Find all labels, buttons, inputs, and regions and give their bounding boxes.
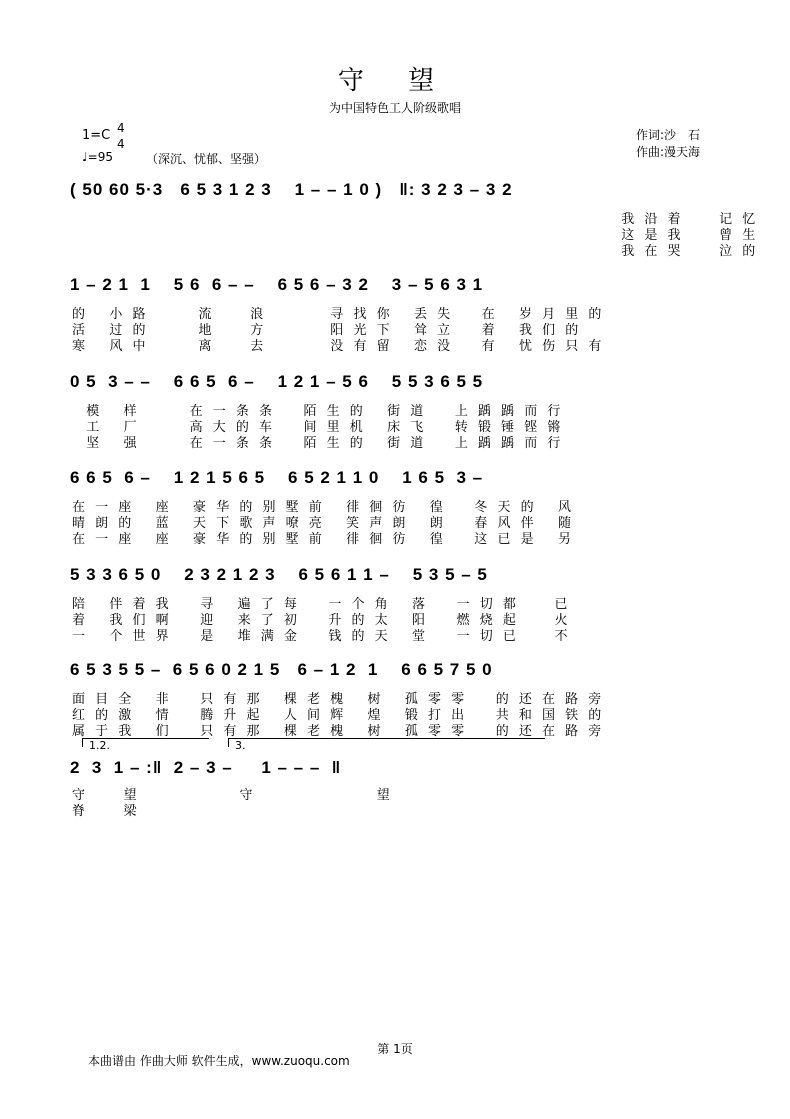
page-number: 第 1页 bbox=[377, 1042, 413, 1056]
score-system-4 bbox=[0, 468, 790, 548]
score-system-3 bbox=[0, 372, 790, 452]
lyric-verse-1: 的 小 路 流 浪 寻 找 你 丢 失 在 岁 月 里 的 bbox=[72, 307, 605, 322]
notation-line: 2 3 1 – :‖ 2 – 3 – 1 – – – ‖ bbox=[70, 758, 342, 777]
lyric-verse-2: 红 的 激 情 腾 升 起 人 间 辉 煌 锻 打 出 共 和 国 铁 的 bbox=[72, 708, 605, 723]
lyric-verse-3: 寒 风 中 离 去 没 有 留 恋 没 有 忧 伤 只 有 bbox=[72, 339, 605, 354]
notation-line: 6 6 5 6 – 1 2 1 5 6 5 6 5 2 1 1 0 1 6 5 3 – bbox=[70, 468, 484, 487]
notation-line: 0 5 3 – – 6 6 5 6 – 1 2 1 – 5 6 5 5 3 6 5 5 bbox=[70, 372, 484, 391]
notation-line: 6 5 3 5 5 – 6 5 6 0 2 1 5 6 – 1 2 1 6 6 5 7 5 0 bbox=[70, 660, 493, 679]
score-system-1 bbox=[0, 180, 790, 260]
notation-line: ( 50 60 5·3 6 5 3 1 2 3 1 – – 1 0 ) ‖: 3 2 3 – 3 2 bbox=[70, 180, 513, 199]
volta-second-ending: 3. bbox=[228, 738, 545, 747]
score-system-7 bbox=[0, 758, 790, 838]
lyric-verse-2: 这 是 我 曾 生 bbox=[72, 228, 759, 243]
lyric-verse-1: 模 样 在 一 条 条 陌 生 的 街 道 上 踽 踽 而 行 bbox=[72, 404, 564, 419]
subtitle: 为中国特色工人阶级歌唱 bbox=[328, 101, 461, 115]
volta-first-ending: 1.2. bbox=[82, 738, 209, 747]
notation-line: 5 3 3 6 5 0 2 3 2 1 2 3 6 5 6 1 1 – 5 3 5 – 5 bbox=[70, 565, 488, 584]
lyric-verse-1: 面 目 全 非 只 有 那 棵 老 槐 树 孤 零 零 的 还 在 路 旁 bbox=[72, 692, 605, 707]
lyric-verse-1: 守 望 守 望 bbox=[72, 788, 393, 803]
composer: 作曲:漫天海 bbox=[636, 145, 701, 159]
lyric-verse-2: 工 厂 高 大 的 车 间 里 机 床 飞 转 锻 锤 铿 锵 bbox=[72, 420, 564, 435]
lyric-verse-3: 一 个 世 界 是 堆 满 金 钱 的 天 堂 一 切 已 不 bbox=[72, 629, 571, 644]
lyric-verse-3: 属 于 我 们 只 有 那 棵 老 槐 树 孤 零 零 的 还 在 路 旁 bbox=[72, 724, 605, 739]
lyric-verse-2: 活 过 的 地 方 阳 光 下 耸 立 着 我 们 的 bbox=[72, 323, 582, 338]
song-title: 守 望 bbox=[337, 66, 453, 96]
time-numerator: 4 bbox=[117, 121, 125, 135]
key-signature: 1=C bbox=[82, 128, 111, 143]
notation-line: 1 – 2 1 1 5 6 6 – – 6 5 6 – 3 2 3 – 5 6 3 1 bbox=[70, 275, 484, 294]
lyric-verse-2: 晴 朗 的 蓝 天 下 歌 声 嘹 亮 笑 声 朗 朗 春 风 伴 随 bbox=[72, 516, 574, 531]
time-signature bbox=[117, 120, 125, 152]
tempo-marking: ♩=95 bbox=[82, 150, 113, 164]
lyric-verse-3: 在 一 座 座 豪 华 的 别 墅 前 徘 徊 彷 徨 这 已 是 另 bbox=[72, 532, 574, 547]
lyricist: 作词:沙 石 bbox=[636, 128, 701, 142]
lyric-verse-3: 我 在 哭 泣 的 bbox=[72, 244, 759, 259]
time-denominator: 4 bbox=[117, 137, 125, 151]
footer-credit: 本曲谱由 作曲大师 软件生成，www.zuoqu.com bbox=[88, 1054, 350, 1068]
lyric-verse-1: 在 一 座 座 豪 华 的 别 墅 前 徘 徊 彷 徨 冬 天 的 风 bbox=[72, 500, 574, 515]
lyric-verse-2: 脊 梁 bbox=[72, 804, 140, 819]
score-system-2 bbox=[0, 275, 790, 355]
lyric-verse-1: 陪 伴 着 我 寻 遍 了 每 一 个 角 落 一 切 都 已 bbox=[72, 597, 571, 612]
score-system-6 bbox=[0, 660, 790, 740]
lyric-verse-2: 着 我 们 啊 迎 来 了 初 升 的 太 阳 燃 烧 起 火 bbox=[72, 613, 571, 628]
lyric-verse-1: 我 沿 着 记 忆 bbox=[72, 212, 759, 227]
score-system-5 bbox=[0, 565, 790, 645]
mood-marking: （深沉、忧郁、坚强） bbox=[146, 152, 267, 166]
credits bbox=[636, 127, 700, 161]
lyric-verse-3: 坚 强 在 一 条 条 陌 生 的 街 道 上 踽 踽 而 行 bbox=[72, 436, 564, 451]
